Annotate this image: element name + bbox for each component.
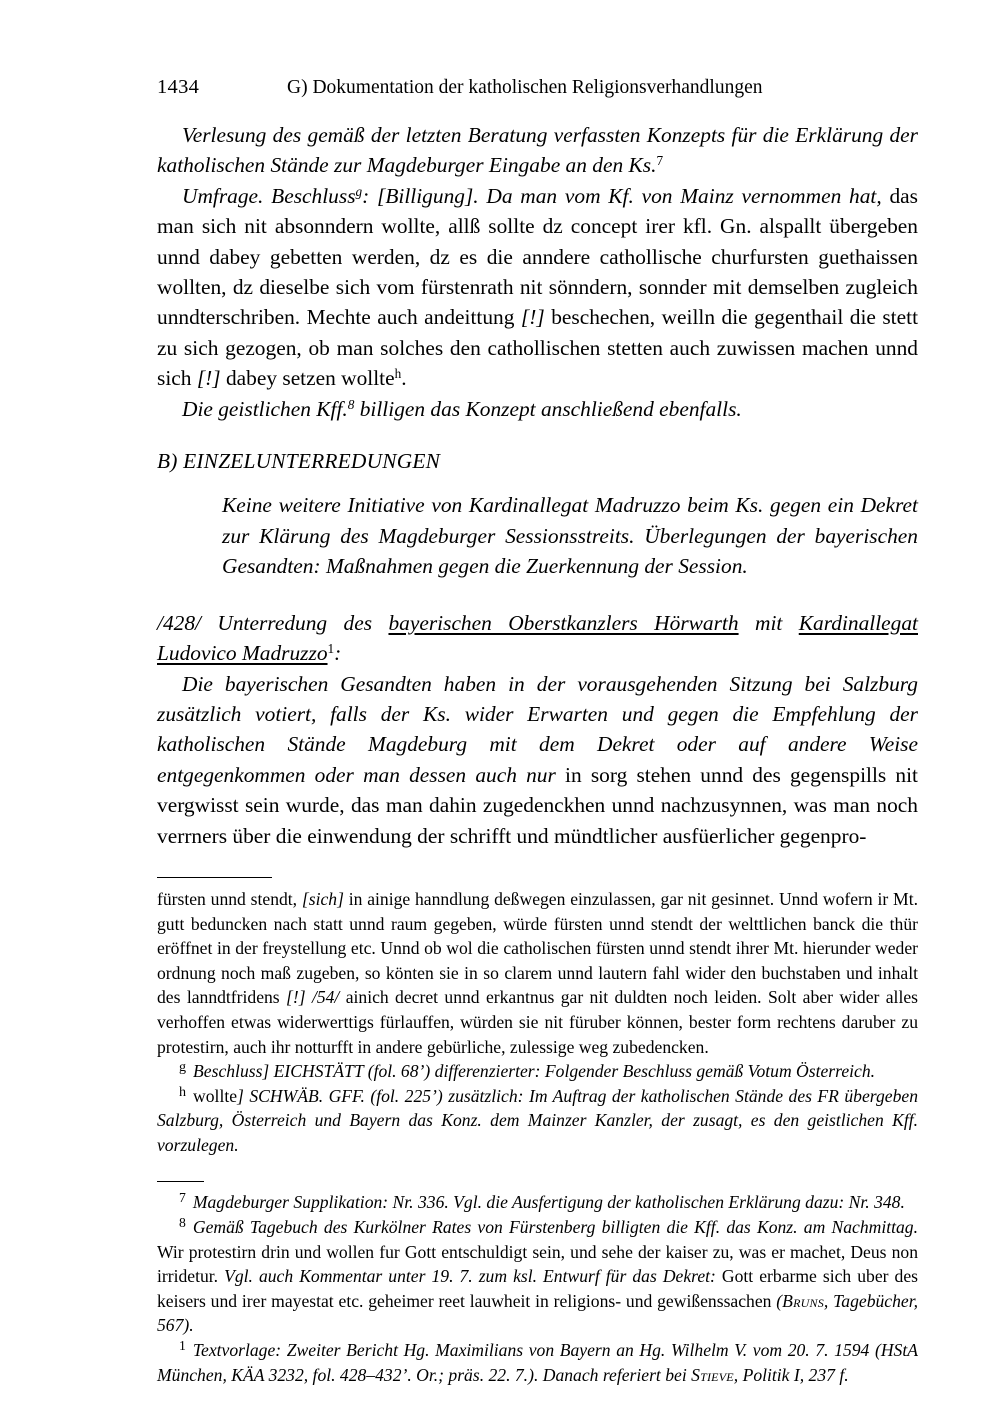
footnote-marker-8: 8 (179, 1214, 186, 1230)
variant-note-h-bracket: ] (237, 1085, 250, 1106)
variant-note-h (157, 1084, 918, 1158)
paragraph-umfrage-quote2: beschechen, weilln die gegenthail die stett zu sich gezogen, ob man solches den cathollischen stetten auch zuwissen machen unnd sich (157, 305, 919, 391)
footnote-1-seg1: Textvorlage: Zweiter Bericht Hg. Maximilians von Bayern an Hg. Wilhelm V. vom 20. 7. 1594 (HStA München, KÄA 3232, fol. 428–432’. Or.; präs. 22. 7.). Danach referiert bei (157, 1340, 918, 1385)
editorial-bracket-1: [!] (520, 305, 545, 330)
footnote-8-seg6: , Tagebücher, 567). (157, 1290, 918, 1336)
footnote-apparatus (157, 1190, 918, 1387)
page-number: 1434 (157, 76, 200, 98)
footnote-ref-h[interactable]: h (394, 366, 402, 382)
footnote-8-author-bruns: Bruns (782, 1290, 824, 1311)
document-title-person-1: bayerischen Oberstkanzlers Hörwarth (388, 610, 739, 635)
regest-summary: Keine weitere Initiative von Kardinallegat Madruzzo beim Ks. gegen ein Dekret zur Klärung des Magdeburger Sessionsstreits. Überlegungen der bayerischen Gesandten: Maßnahmen gegen die Zuerkennung der Session. (222, 493, 918, 579)
footnote-1 (157, 1338, 918, 1387)
apparatus-cont-text2: in ainige hanndlung deßwegen einzulassen, gar nit gesinnet. Unnd wofern ir Mt. gutt beduncken nach statt unnd raum gegeben, würde fürsten unnd stendt der welttlichen banck die thür eröffnet in der freystellung etc. Unnd ob wol die catholischen fürsten unnd stendt ihrer Mt. hierunder weder ordnung noch maß zugeben, so könten sie in so clarem unnd lautern fahl wider den buchstaben und inhalt des lanndtfridens (157, 888, 918, 1008)
footnote-8-seg4: Gott erbarme sich uber des keisers und irer mayestat etc. geheimer reet lauwheit in religions- und gewißenssachen (157, 1266, 918, 1311)
apparatus-rule-footnotes (157, 1181, 204, 1182)
apparatus-rule-variants (157, 877, 272, 878)
running-head-title: G) Dokumentation der katholischen Religionsverhandlungen (287, 77, 763, 98)
body-text-continued (157, 669, 918, 851)
paragraph-bayerischen-regest: Die bayerischen Gesandten haben in der vorausgehenden Sitzung bei Salzburg zusätzlich votiert, falls der Ks. wider Erwarten und gegen die Empfehlung der katholischen Stände Magdeburg mit dem Dekret oder auf andere Weise entgegenkommen oder man dessen auch nur (157, 671, 918, 787)
footnote-8-seg1: Gemäß Tagebuch des Kurkölner Rates von Fürstenberg billigten die Kff. das Konz. am Nachmittag. (192, 1217, 918, 1238)
paragraph-geistlichen-text2: billigen das Konzept anschließend ebenfalls. (354, 396, 742, 421)
footnote-ref-7[interactable]: 7 (656, 153, 664, 169)
paragraph-umfrage-quote4: . (401, 366, 407, 391)
document-title-colon: : (334, 641, 342, 666)
paragraph-umfrage-lemma2: : [Billigung]. Da man vom Kf. von Mainz vernommen hat, (362, 183, 882, 208)
apparatus-continuation (157, 887, 918, 1059)
paragraph-geistlichen (157, 394, 918, 424)
document-title-person-2: Kardinallegat Ludovico Madruzzo (157, 610, 918, 666)
paragraph-umfrage-quote1: das man sich nit absonndern wollte, allß sollte dz concept irer kfl. Gn. alspallt übergeben unnd dabey gebetten werden, dz es die anndere cathollische churfursten guethaissen wollten, dz dieselbe sich vom fürstenrath nit sönndern, sonnder mit demselben zugleich unndterschriben. Mechte auch andeittung (157, 183, 918, 330)
footnote-8-paren-open: ( (776, 1290, 783, 1311)
section-heading-b: B) EINZELUNTERREDUNGEN (157, 449, 441, 474)
paragraph-bayerischen (157, 669, 918, 851)
apparatus-cont-editorial2: [!] /54/ (286, 987, 340, 1008)
paragraph-umfrage (157, 181, 918, 394)
variant-marker-h: h (179, 1083, 187, 1100)
paragraph-geistlichen-text1: Die geistlichen Kff. (182, 396, 348, 421)
document-title-conjunction: mit (738, 610, 799, 635)
variant-marker-g: g (179, 1059, 187, 1076)
variant-note-g (157, 1059, 918, 1084)
footnote-7-text: Magdeburger Supplikation: Nr. 336. Vgl. die Ausfertigung der katholischen Erklärung dazu: Nr. 348. (192, 1192, 905, 1213)
editorial-bracket-2: [!] (196, 366, 221, 391)
running-head (157, 74, 918, 120)
variant-apparatus (157, 887, 918, 1158)
document-title-428 (157, 608, 918, 669)
document-title-prefix: /428/ Unterredung des (157, 610, 389, 635)
apparatus-cont-text1: fürsten unnd stendt, (157, 888, 302, 909)
page-content (157, 0, 918, 1387)
paragraph-verlesung (157, 120, 918, 181)
footnote-1-author-stieve: Stieve (691, 1364, 734, 1385)
paragraph-umfrage-lemma: Umfrage. Beschluss (182, 183, 356, 208)
apparatus-cont-text3: ainich decret unnd erkantnus gar nit duldten noch leiden. Solt aber wider alles verhoffen etwas widerwerttigs fürlauffen, würden sie nit füruber können, bester form rechtens daruber zu protestirn, auch ihr notturfft in andere gebürliche, zulessige weg zubedencken. (157, 987, 918, 1057)
body-text (157, 120, 918, 424)
footnote-marker-1: 1 (179, 1337, 186, 1353)
variant-note-h-lemma: wollte (193, 1085, 238, 1106)
footnote-8-seg3: Vgl. auch Kommentar unter 19. 7. zum ksl. Entwurf für das Dekret: (224, 1266, 716, 1287)
apparatus-cont-editorial1: [sich] (301, 888, 344, 909)
paragraph-umfrage-quote3: dabey setzen wollte (220, 366, 395, 391)
footnote-ref-1[interactable]: 1 (327, 641, 335, 657)
footnote-8 (157, 1215, 918, 1338)
paragraph-verlesung-text: Verlesung des gemäß der letzten Beratung verfassten Konzepts für die Erklärung der katholischen Stände zur Magdeburger Eingabe an den Ks. (157, 123, 918, 178)
footnote-ref-g[interactable]: g (355, 183, 363, 199)
variant-note-g-text: Beschluss] EICHSTÄTT (fol. 68’) differenzierter: Folgender Beschluss gemäß Votum Österreich. (193, 1061, 876, 1082)
footnote-ref-8[interactable]: 8 (347, 396, 355, 412)
footnote-8-seg2: Wir protestirn drin und wollen fur Gott entschuldigt sein, und sehe der kaiser zu, was er machet, Deus non irridetur. (157, 1241, 918, 1287)
footnote-1-seg3: , Politik I, 237 f. (733, 1364, 849, 1385)
paragraph-bayerischen-quote: in sorg stehen unnd des gegenspills nit vergwisst sein wurde, das man dahin zugedenckhen unnd nachzusynnen, was man noch verrners über die einwendung der schrifft und mündtlicher ausfüerlicher gegenpro- (157, 762, 919, 848)
footnote-marker-7: 7 (179, 1190, 186, 1206)
variant-note-h-text: SCHWÄB. GFF. (fol. 225’) zusätzlich: Im Auftrag der katholischen Stände des FR übergeben Salzburg, Österreich und Bayern das Konz. dem Mainzer Kanzler, der zusagt, es den geistlichen Kff. vorzulegen. (157, 1085, 918, 1155)
footnote-7 (157, 1190, 918, 1215)
